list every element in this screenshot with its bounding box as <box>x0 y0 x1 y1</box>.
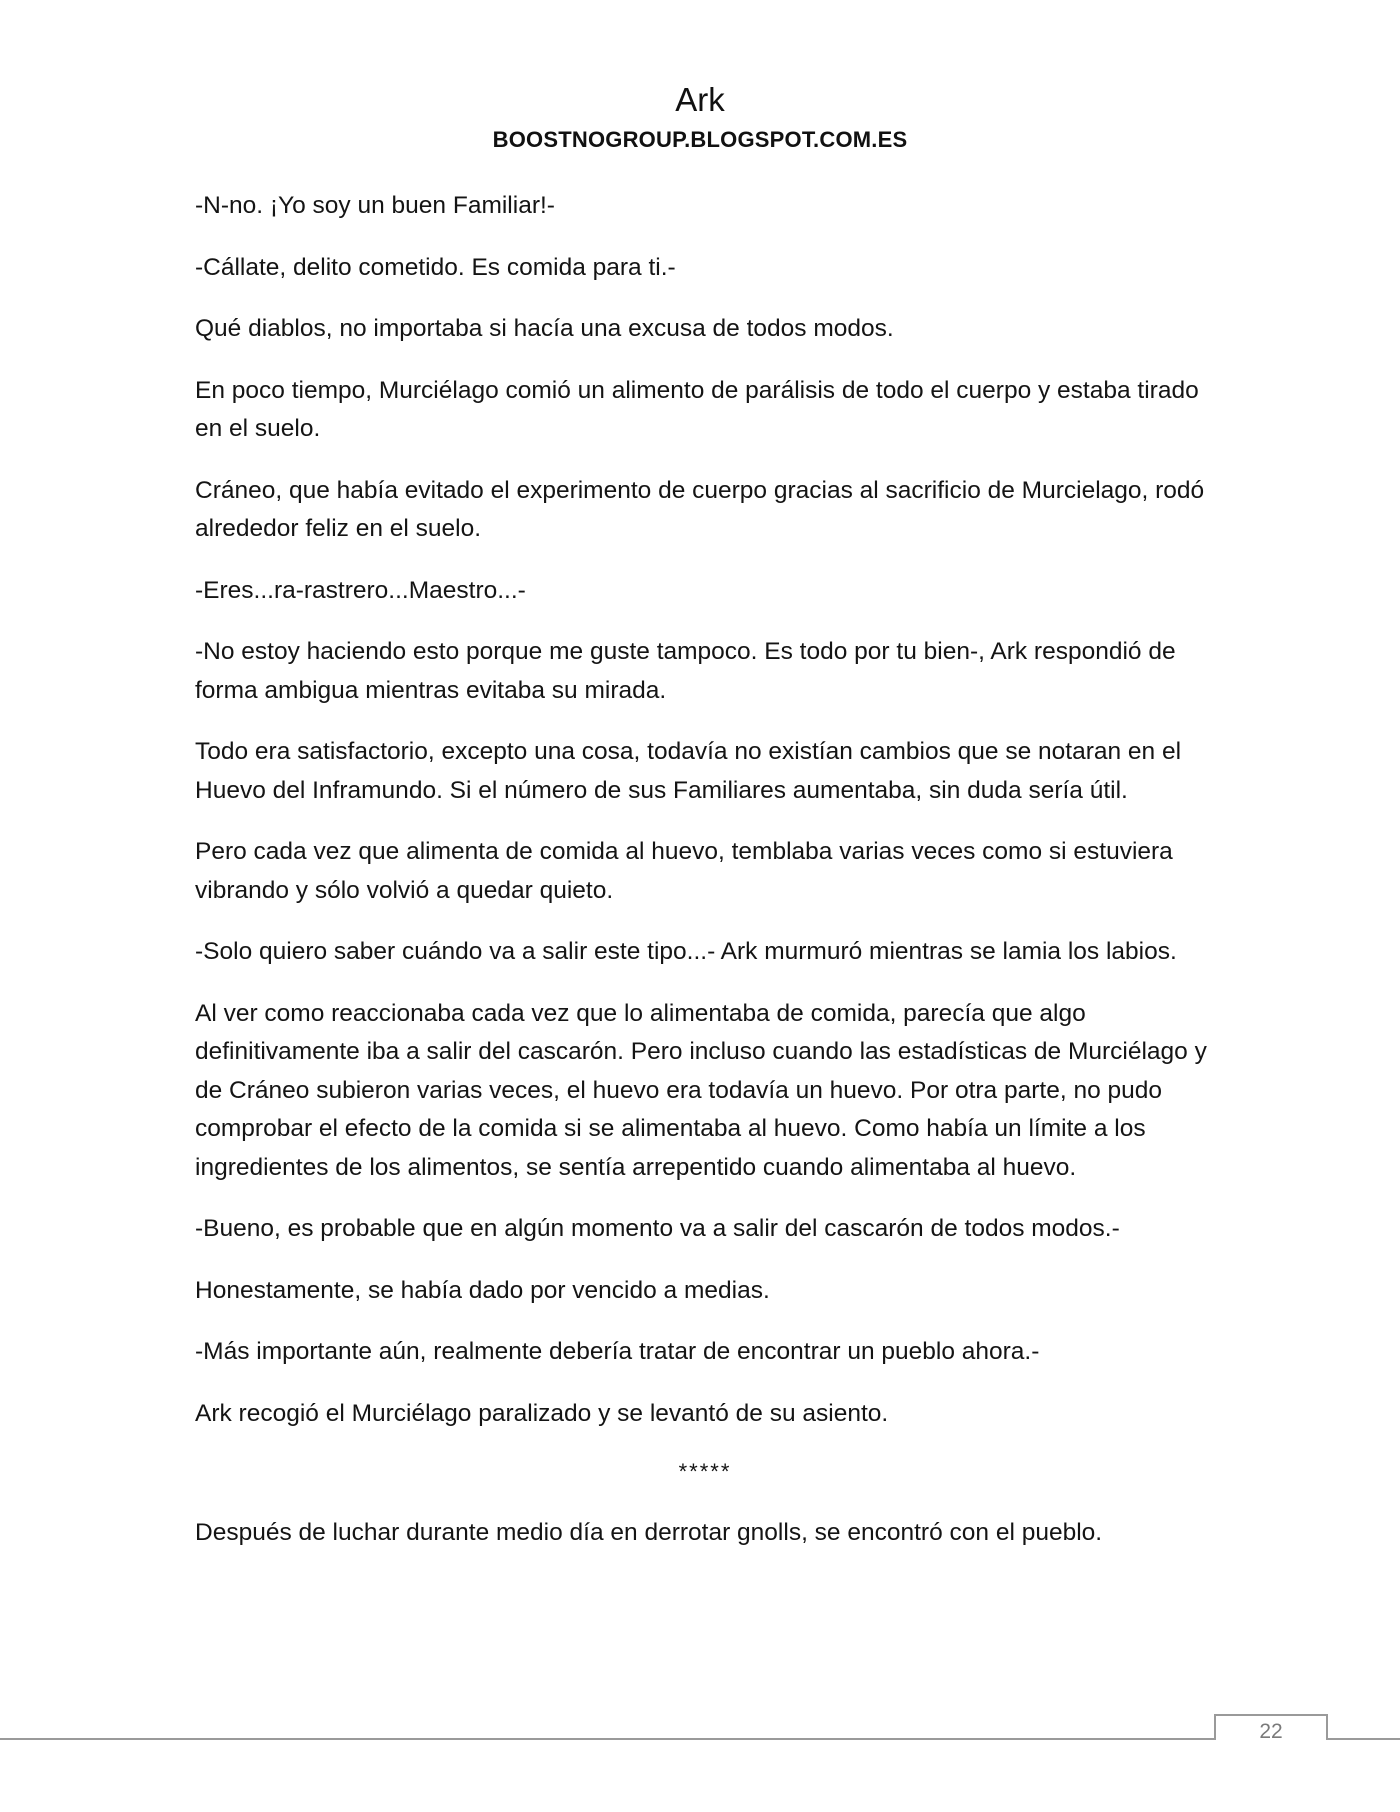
footer-rule-right <box>1326 1738 1400 1740</box>
page-number: 22 <box>1259 1720 1283 1743</box>
paragraph: Después de luchar durante medio día en derrotar gnolls, se encontró con el pueblo. <box>195 1518 1103 1546</box>
paragraph: -Más importante aún, realmente debería tratar de encontrar un pueblo ahora.- <box>195 1338 1040 1365</box>
paragraph: Cráneo, que había evitado el experimento de cuerpo gracias al sacrificio de Murcielago, rodó alrededor feliz en el suelo. <box>195 476 1205 542</box>
paragraph: -No estoy haciendo esto porque me guste tampoco. Es todo por tu bien-, Ark respondió de forma ambigua mientras evitaba su mirada. <box>195 638 1176 704</box>
paragraph: -Bueno, es probable que en algún momento va a salir del cascarón de todos modos.- <box>195 1215 1120 1242</box>
paragraph: Honestamente, se había dado por vencido a medias. <box>195 1276 770 1304</box>
paragraph: Qué diablos, no importaba si hacía una excusa de todos modos. <box>195 315 894 342</box>
paragraph: Todo era satisfactorio, excepto una cosa, todavía no existían cambios que se notaran en el Huevo del Inframundo. Si el número de sus Familiares aumentaba, sin duda sería útil. <box>195 738 1182 804</box>
paragraph: Ark recogió el Murciélago paralizado y se levantó de su asiento. <box>195 1399 889 1427</box>
paragraph: -Solo quiero saber cuándo va a salir este tipo...- Ark murmuró mientras se lamia los labios. <box>195 938 1177 965</box>
paragraph: -Cállate, delito cometido. Es comida para ti.- <box>195 253 676 281</box>
page-header-subtitle: BOOSTNOGROUP.BLOGSPOT.COM.ES <box>492 127 908 152</box>
footer-rule-left <box>0 1738 1215 1740</box>
paragraph: Pero cada vez que alimenta de comida al huevo, temblaba varias veces como si estuviera vibrando y sólo volvió a quedar quieto. <box>195 838 1173 904</box>
paragraph: Al ver como reaccionaba cada vez que lo alimentaba de comida, parecía que algo definitivamente iba a salir del cascarón. Pero incluso cuando las estadísticas de Murciélago y de Cráneo subieron varias veces, el huevo era todavía un huevo. Por otra parte, no pudo comprobar el efecto de la comida si se alimentaba al huevo. Como había un límite a los ingredientes de los alimentos, se sentía arrepentido cuando alimentaba al huevo. <box>195 999 1207 1181</box>
paragraph: -Eres...ra-rastrero...Maestro...- <box>195 576 526 604</box>
paragraph: En poco tiempo, Murciélago comió un alimento de parálisis de todo el cuerpo y estaba tirado en el suelo. <box>195 376 1199 442</box>
page-header-title: Ark <box>675 81 725 118</box>
section-separator: ***** <box>678 1459 732 1484</box>
body-text <box>195 187 1215 1575</box>
paragraph: -N-no. ¡Yo soy un buen Familiar!- <box>195 192 555 219</box>
